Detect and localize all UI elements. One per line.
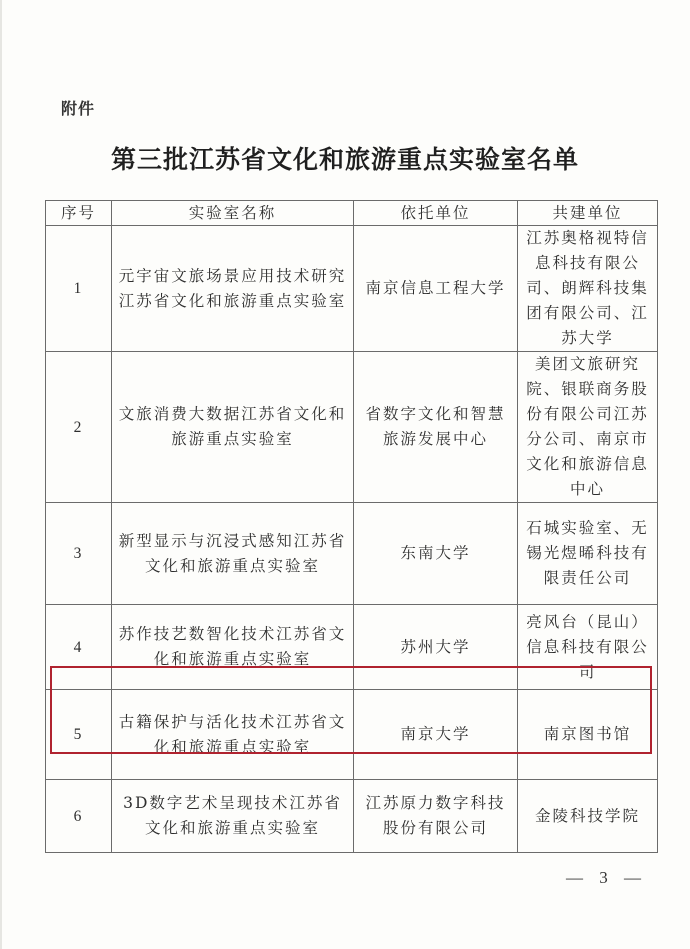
table-header-row [46,201,658,226]
lab-name: 3D数字艺术呈现技术江苏省文化和旅游重点实验室 [112,780,354,853]
co-builder-unit: 美团文旅研究院、银联商务股份有限公司江苏分公司、南京市文化和旅游信息中心 [518,352,658,503]
table-row [46,780,658,853]
row-number: 1 [46,226,112,352]
lab-list-table [45,200,658,853]
header-lab-name: 实验室名称 [112,201,354,226]
table-row [46,605,658,690]
table-row [46,352,658,503]
dependent-unit: 省数字文化和智慧旅游发展中心 [354,352,518,503]
lab-name: 文旅消费大数据江苏省文化和旅游重点实验室 [112,352,354,503]
lab-name: 新型显示与沉浸式感知江苏省文化和旅游重点实验室 [112,503,354,605]
header-dependent-unit: 依托单位 [354,201,518,226]
lab-name: 元宇宙文旅场景应用技术研究江苏省文化和旅游重点实验室 [112,226,354,352]
header-co-builder-unit: 共建单位 [518,201,658,226]
dependent-unit: 南京大学 [354,690,518,780]
row-number: 6 [46,780,112,853]
co-builder-unit: 亮风台（昆山）信息科技有限公司 [518,605,658,690]
header-number: 序号 [46,201,112,226]
row-number: 3 [46,503,112,605]
dependent-unit: 苏州大学 [354,605,518,690]
table-row-highlighted [46,690,658,780]
page-number: — 3 — [566,868,647,887]
attachment-label: 附件 [61,99,96,118]
lab-name: 苏作技艺数智化技术江苏省文化和旅游重点实验室 [112,605,354,690]
dependent-unit: 南京信息工程大学 [354,226,518,352]
dependent-unit: 东南大学 [354,503,518,605]
row-number: 5 [46,690,112,780]
co-builder-unit: 江苏奥格视特信息科技有限公司、朗辉科技集团有限公司、江苏大学 [518,226,658,352]
table-row [46,226,658,352]
dependent-unit: 江苏原力数字科技股份有限公司 [354,780,518,853]
document-title: 第三批江苏省文化和旅游重点实验室名单 [110,145,579,174]
co-builder-unit: 金陵科技学院 [518,780,658,853]
row-number: 2 [46,352,112,503]
lab-name: 古籍保护与活化技术江苏省文化和旅游重点实验室 [112,690,354,780]
co-builder-unit: 南京图书馆 [518,690,658,780]
table-row [46,503,658,605]
row-number: 4 [46,605,112,690]
co-builder-unit: 石城实验室、无锡光煜晞科技有限责任公司 [518,503,658,605]
